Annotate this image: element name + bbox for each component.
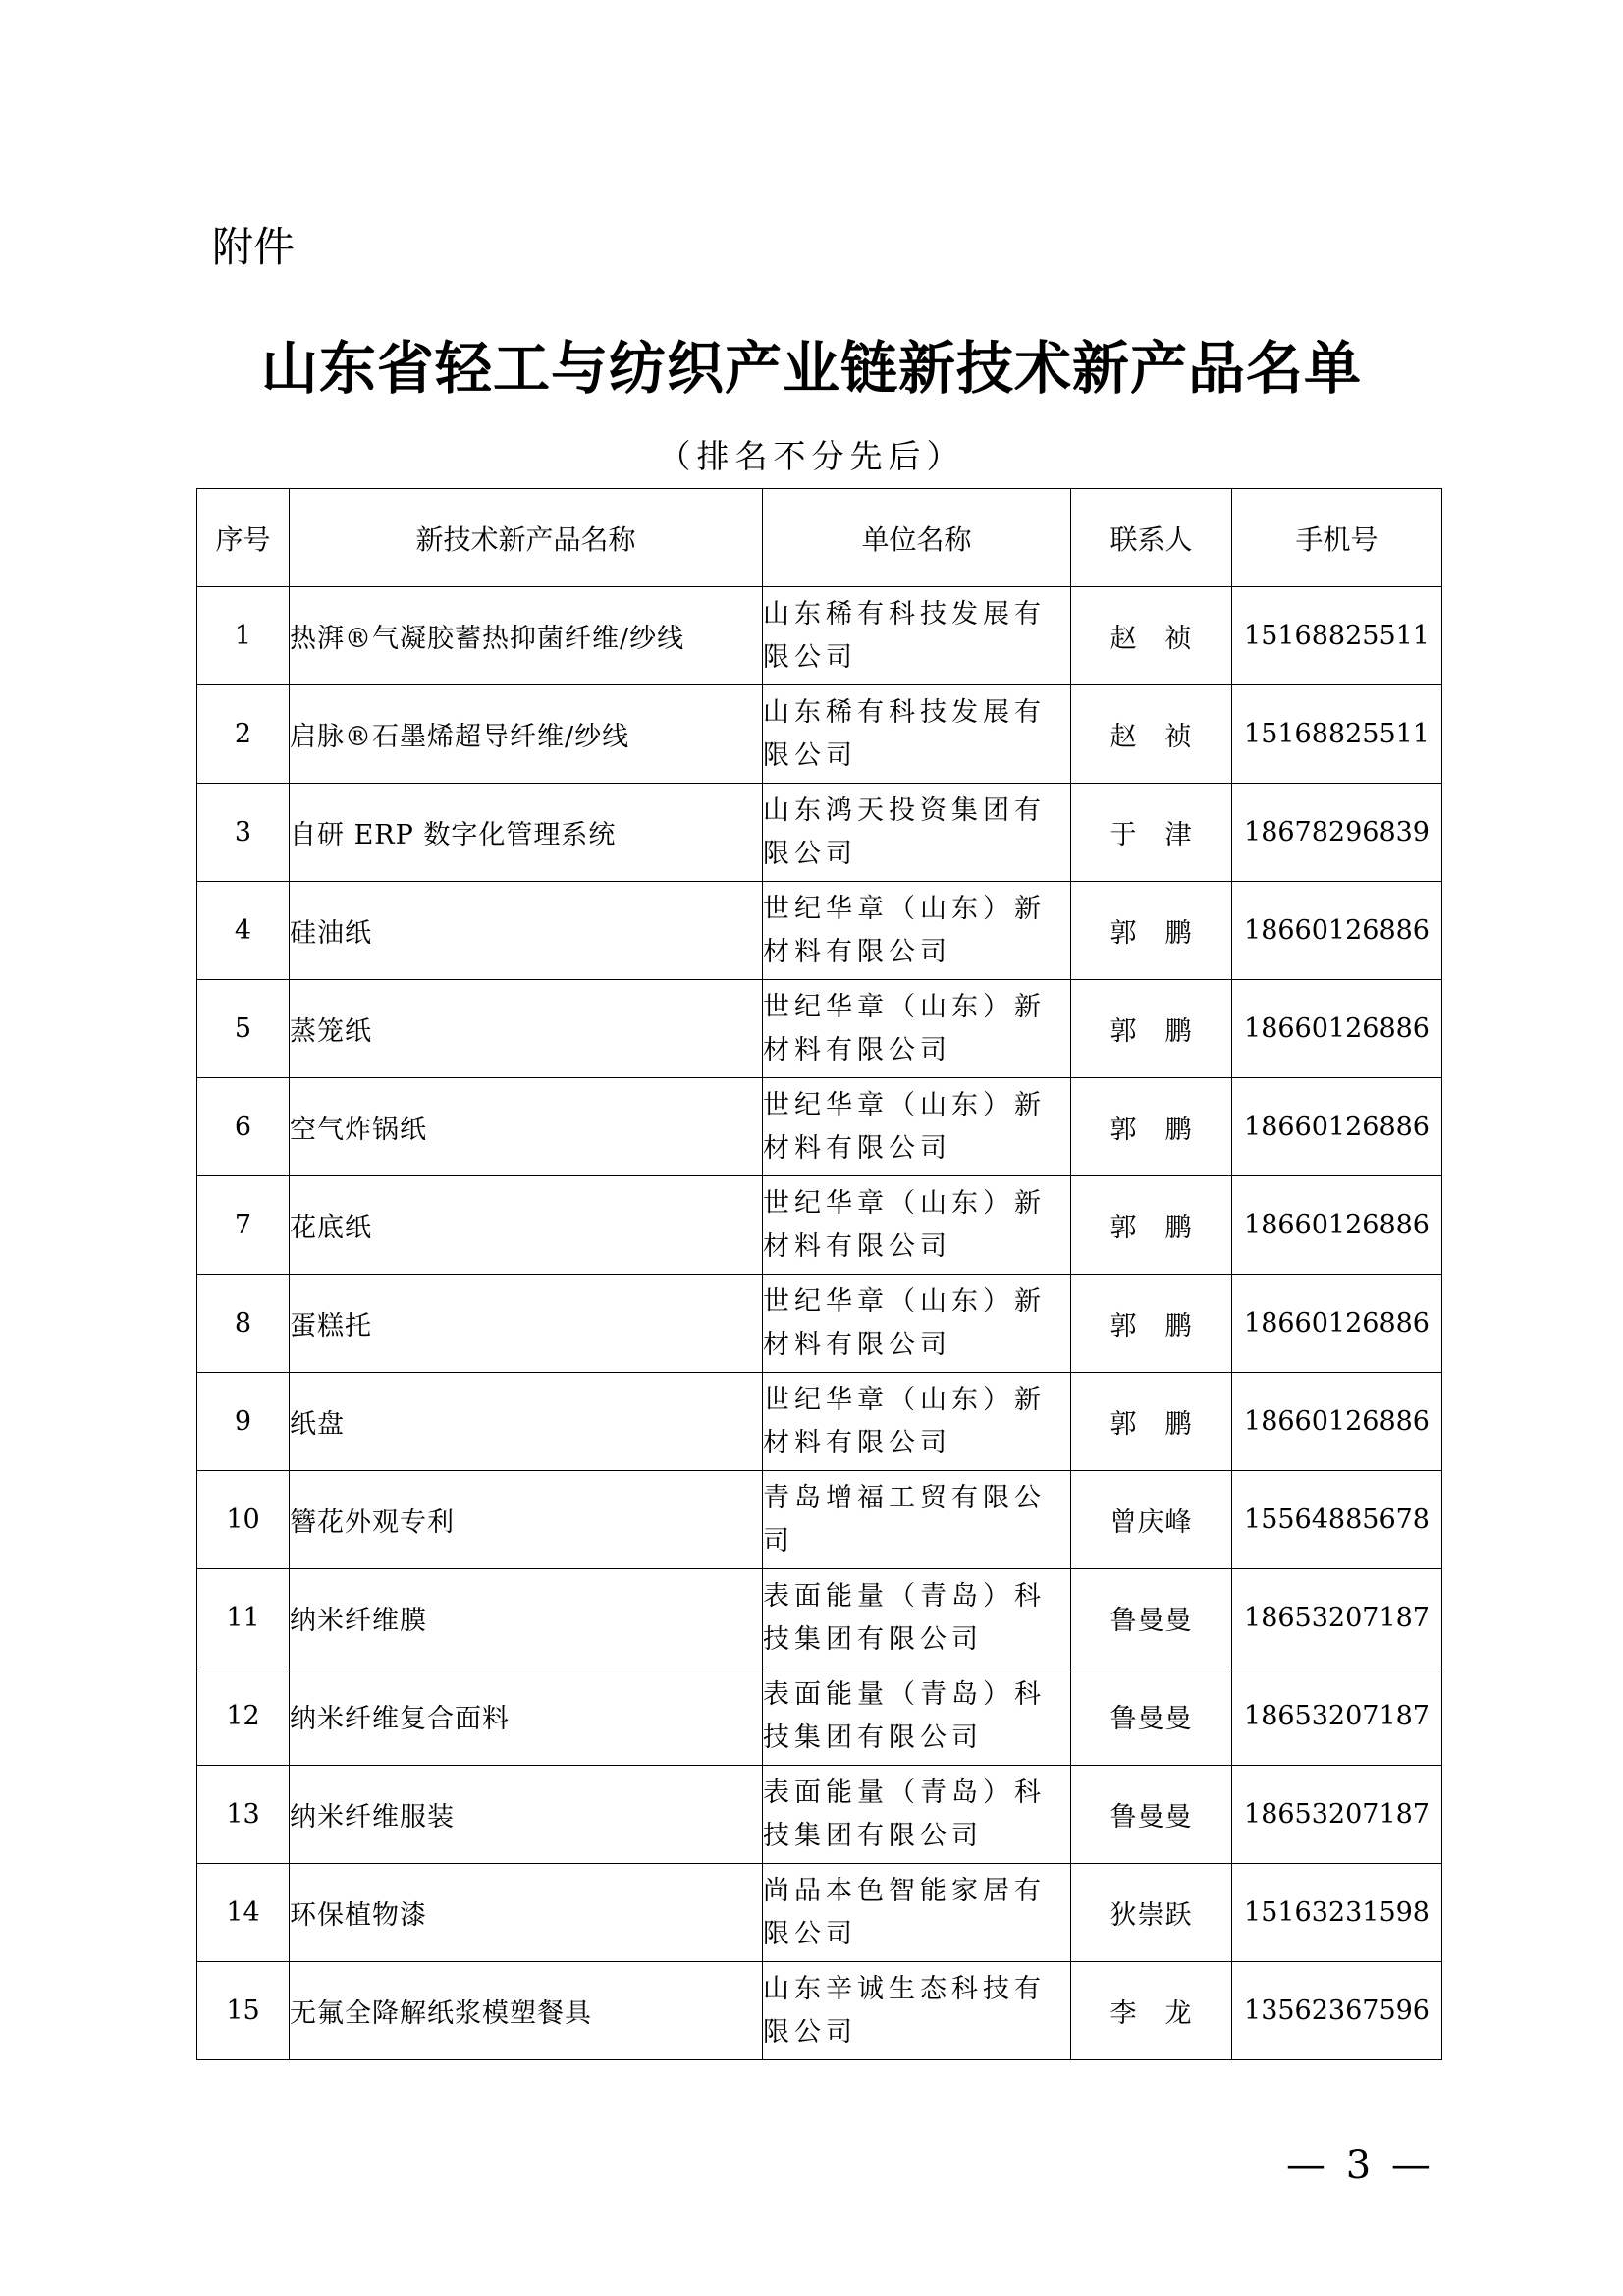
product-name: 蒸笼纸 (290, 980, 763, 1078)
product-name: 启脉®石墨烯超导纤维/纱线 (290, 685, 763, 784)
organization-name: 表面能量（青岛）科技集团有限公司 (763, 1667, 1071, 1766)
contact-person: 赵 祯 (1071, 587, 1232, 685)
table-body (197, 587, 1442, 2060)
row-index: 10 (197, 1471, 290, 1569)
organization-name: 世纪华章（山东）新材料有限公司 (763, 1275, 1071, 1373)
organization-name: 山东稀有科技发展有限公司 (763, 685, 1071, 784)
contact-person: 郭 鹏 (1071, 1373, 1232, 1471)
column-header-index: 序号 (197, 489, 290, 587)
row-index: 2 (197, 685, 290, 784)
table-row (197, 587, 1442, 685)
column-header-product: 新技术新产品名称 (290, 489, 763, 587)
phone-number: 18660126886 (1232, 980, 1442, 1078)
row-index: 14 (197, 1864, 290, 1962)
organization-name: 世纪华章（山东）新材料有限公司 (763, 1373, 1071, 1471)
table-row (197, 1373, 1442, 1471)
organization-name: 世纪华章（山东）新材料有限公司 (763, 1078, 1071, 1176)
contact-person: 郭 鹏 (1071, 1078, 1232, 1176)
row-index: 15 (197, 1962, 290, 2060)
contact-person: 鲁曼曼 (1071, 1766, 1232, 1864)
row-index: 12 (197, 1667, 290, 1766)
table-row (197, 1766, 1442, 1864)
phone-number: 18660126886 (1232, 1176, 1442, 1275)
phone-number: 15163231598 (1232, 1864, 1442, 1962)
product-name: 自研 ERP 数字化管理系统 (290, 784, 763, 882)
table-row (197, 685, 1442, 784)
contact-person: 鲁曼曼 (1071, 1667, 1232, 1766)
product-name: 纳米纤维膜 (290, 1569, 763, 1667)
contact-person: 郭 鹏 (1071, 882, 1232, 980)
phone-number: 18660126886 (1232, 1078, 1442, 1176)
organization-name: 世纪华章（山东）新材料有限公司 (763, 1176, 1071, 1275)
organization-name: 世纪华章（山东）新材料有限公司 (763, 882, 1071, 980)
product-name: 硅油纸 (290, 882, 763, 980)
product-name: 无氟全降解纸浆模塑餐具 (290, 1962, 763, 2060)
row-index: 9 (197, 1373, 290, 1471)
phone-number: 18653207187 (1232, 1569, 1442, 1667)
page-number: — 3 — (1286, 2143, 1434, 2188)
phone-number: 18660126886 (1232, 1275, 1442, 1373)
phone-number: 13562367596 (1232, 1962, 1442, 2060)
contact-person: 李 龙 (1071, 1962, 1232, 2060)
product-name: 纳米纤维复合面料 (290, 1667, 763, 1766)
product-name: 簪花外观专利 (290, 1471, 763, 1569)
row-index: 6 (197, 1078, 290, 1176)
phone-number: 15168825511 (1232, 685, 1442, 784)
organization-name: 山东稀有科技发展有限公司 (763, 587, 1071, 685)
organization-name: 世纪华章（山东）新材料有限公司 (763, 980, 1071, 1078)
organization-name: 尚品本色智能家居有限公司 (763, 1864, 1071, 1962)
table-row (197, 980, 1442, 1078)
organization-name: 青岛增福工贸有限公司 (763, 1471, 1071, 1569)
product-name: 花底纸 (290, 1176, 763, 1275)
table-header-row (197, 489, 1442, 587)
table-row (197, 1569, 1442, 1667)
attachment-label: 附件 (212, 223, 296, 271)
table-row (197, 1864, 1442, 1962)
column-header-organization: 单位名称 (763, 489, 1071, 587)
column-header-phone: 手机号 (1232, 489, 1442, 587)
contact-person: 赵 祯 (1071, 685, 1232, 784)
table-row (197, 1962, 1442, 2060)
row-index: 13 (197, 1766, 290, 1864)
row-index: 11 (197, 1569, 290, 1667)
table-row (197, 1471, 1442, 1569)
table-row (197, 1078, 1442, 1176)
product-name: 环保植物漆 (290, 1864, 763, 1962)
table-row (197, 1667, 1442, 1766)
phone-number: 18678296839 (1232, 784, 1442, 882)
organization-name: 表面能量（青岛）科技集团有限公司 (763, 1766, 1071, 1864)
row-index: 8 (197, 1275, 290, 1373)
organization-name: 山东鸿天投资集团有限公司 (763, 784, 1071, 882)
phone-number: 15168825511 (1232, 587, 1442, 685)
table-row (197, 1176, 1442, 1275)
row-index: 4 (197, 882, 290, 980)
table-row (197, 1275, 1442, 1373)
row-index: 3 (197, 784, 290, 882)
contact-person: 曾庆峰 (1071, 1471, 1232, 1569)
product-name: 蛋糕托 (290, 1275, 763, 1373)
phone-number: 18660126886 (1232, 882, 1442, 980)
phone-number: 18653207187 (1232, 1766, 1442, 1864)
contact-person: 郭 鹏 (1071, 1275, 1232, 1373)
row-index: 1 (197, 587, 290, 685)
table-row (197, 882, 1442, 980)
contact-person: 鲁曼曼 (1071, 1569, 1232, 1667)
phone-number: 18660126886 (1232, 1373, 1442, 1471)
organization-name: 表面能量（青岛）科技集团有限公司 (763, 1569, 1071, 1667)
table-row (197, 784, 1442, 882)
contact-person: 郭 鹏 (1071, 980, 1232, 1078)
product-list-table (196, 488, 1442, 2060)
contact-person: 郭 鹏 (1071, 1176, 1232, 1275)
product-name: 纳米纤维服装 (290, 1766, 763, 1864)
row-index: 5 (197, 980, 290, 1078)
document-subtitle: （排名不分先后） (658, 437, 965, 475)
document-title: 山东省轻工与纺织产业链新技术新产品名单 (260, 335, 1362, 402)
product-name: 纸盘 (290, 1373, 763, 1471)
phone-number: 18653207187 (1232, 1667, 1442, 1766)
phone-number: 15564885678 (1232, 1471, 1442, 1569)
product-name: 空气炸锅纸 (290, 1078, 763, 1176)
column-header-contact: 联系人 (1071, 489, 1232, 587)
row-index: 7 (197, 1176, 290, 1275)
contact-person: 于 津 (1071, 784, 1232, 882)
organization-name: 山东辛诚生态科技有限公司 (763, 1962, 1071, 2060)
contact-person: 狄崇跃 (1071, 1864, 1232, 1962)
product-name: 热湃®气凝胶蓄热抑菌纤维/纱线 (290, 587, 763, 685)
